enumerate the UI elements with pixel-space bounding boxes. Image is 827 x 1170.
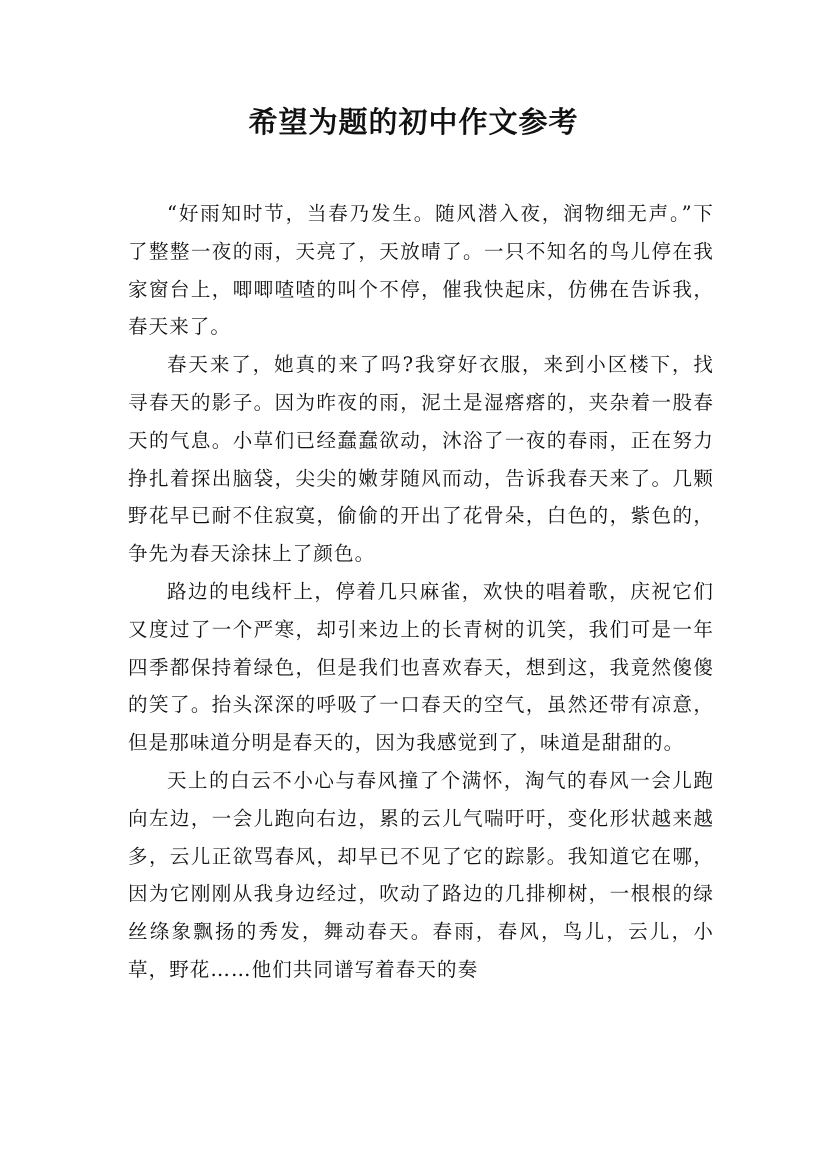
paragraph-2: 春天来了，她真的来了吗?我穿好衣服，来到小区楼下，找寻春天的影子。因为昨夜的雨，泥土是湿瘩瘩的，夹杂着一股春天的气息。小草们已经蠢蠢欲动，沐浴了一夜的春雨，正在努力挣扎着探出脑袋，尖尖的嫩芽随风而动，告诉我春天来了。几颗野花早已耐不住寂寞，偷偷的开出了花骨朵，白色的，紫色的，争先为春天涂抹上了颜色。 <box>128 353 714 566</box>
paragraph-1: “好雨知时节，当春乃发生。随风潜入夜，润物细无声。”下了整整一夜的雨，天亮了，天放晴了。一只不知名的鸟儿停在我家窗台上，唧唧喳喳的叫个不停，催我快起床，仿佛在告诉我，春天来了。 <box>128 202 714 339</box>
document-title: 希望为题的初中作文参考 <box>248 105 579 139</box>
paragraph-4: 天上的白云不小心与春风撞了个满怀，淘气的春风一会儿跑向左边，一会儿跑向右边，累的云儿气喘吁吁，变化形状越来越多，云儿正欲骂春风，却早已不见了它的踪影。我知道它在哪，因为它刚刚从我身边经过，吹动了路边的几排柳树，一根根的绿丝绦象飘扬的秀发，舞动春天。春雨，春风，鸟儿，云儿，小草，野花……他们共同谱写着春天的奏 <box>128 768 714 981</box>
paragraph-3: 路边的电线杆上，停着几只麻雀，欢快的唱着歌，庆祝它们又度过了一个严寒，却引来边上的长青树的讥笑，我们可是一年四季都保持着绿色，但是我们也喜欢春天，想到这，我竟然傻傻的笑了。抬头深深的呼吸了一口春天的空气，虽然还带有凉意，但是那味道分明是春天的，因为我感觉到了，味道是甜甜的。 <box>128 579 714 755</box>
document-body <box>128 195 714 989</box>
